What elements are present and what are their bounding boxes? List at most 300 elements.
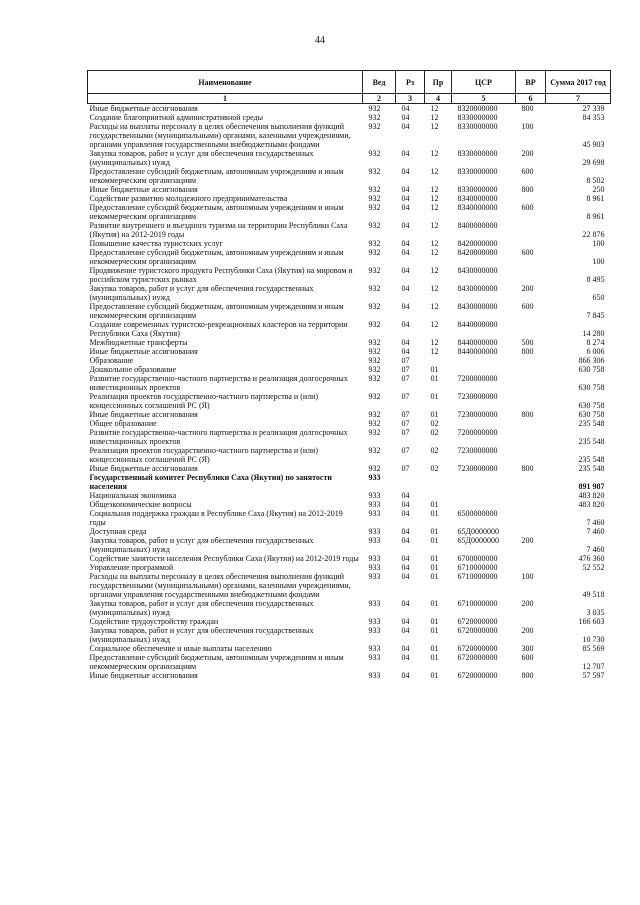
cell-csr: 8330000000 (457, 185, 498, 194)
header-sum: Сумма 2017 год (546, 71, 611, 94)
table-row (88, 194, 611, 203)
cell-name: Образование (89, 356, 134, 365)
cell-rz: 07 (401, 419, 410, 428)
cell-vr: 800 (521, 410, 534, 419)
cell-rz: 04 (401, 572, 410, 581)
cell-ved: 932 (368, 392, 381, 401)
cell-ved: 932 (368, 347, 381, 356)
table-row (88, 284, 611, 302)
cell-sum: 85 569 (582, 644, 605, 653)
cell-name: Расходы на выплаты персоналу в целях обеспечения выполнения функций государственными (муниципальными) органами, казенными учреждениями, органами управления государственными внебюджетными фондами (89, 122, 351, 149)
cell-name: Развитие государственно-частного партнерства и реализация долгосрочных инвестиционных проектов (89, 428, 348, 446)
cell-ved: 932 (368, 203, 381, 212)
cell-ved: 933 (368, 554, 381, 563)
table-row (88, 221, 611, 239)
cell-csr (452, 500, 516, 509)
cell-ved: 932 (368, 302, 381, 311)
cell-rz: 04 (401, 221, 410, 230)
cell-ved: 933 (368, 491, 381, 500)
column-number: 6 (516, 94, 546, 104)
cell-ved: 933 (368, 473, 381, 482)
cell-sum: 14 280 (582, 329, 605, 338)
cell-pr: 01 (430, 572, 439, 581)
cell-rz: 04 (401, 302, 410, 311)
cell-vr: 200 (521, 599, 534, 608)
cell-sum: 57 597 (582, 671, 605, 680)
cell-ved: 932 (368, 428, 381, 437)
table-row (88, 428, 611, 446)
cell-pr: 01 (430, 599, 439, 608)
cell-name: Закупка товаров, работ и услуг для обеспечения государственных (муниципальных) нужд (89, 536, 314, 554)
cell-csr: 6500000000 (457, 509, 498, 518)
cell-ved: 933 (368, 563, 381, 572)
cell-vr (516, 239, 546, 248)
cell-csr: 8330000000 (457, 122, 498, 131)
cell-vr (516, 419, 546, 428)
cell-vr (516, 374, 546, 392)
cell-name: Продвижение туристского продукта Республики Саха (Якутия) на мировом и российском туристских рынках (89, 266, 353, 284)
cell-vr (516, 554, 546, 563)
cell-pr: 12 (430, 266, 439, 275)
cell-pr (425, 491, 452, 500)
cell-vr (516, 194, 546, 203)
cell-name: Содействие трудоустройству граждан (89, 617, 219, 626)
cell-pr: 01 (430, 671, 439, 680)
cell-ved: 932 (368, 266, 381, 275)
cell-pr: 12 (430, 113, 439, 122)
cell-sum: 8 961 (586, 212, 605, 221)
table-row (88, 653, 611, 671)
table-row (88, 644, 611, 653)
cell-rz: 04 (401, 194, 410, 203)
cell-ved: 932 (368, 284, 381, 293)
cell-ved: 932 (368, 167, 381, 176)
cell-rz: 04 (401, 644, 410, 653)
cell-pr: 12 (430, 203, 439, 212)
cell-sum: 235 548 (578, 419, 605, 428)
cell-sum: 483 820 (578, 500, 605, 509)
table-row (88, 167, 611, 185)
cell-name: Иные бюджетные ассигнования (89, 347, 198, 356)
cell-name: Развитие внутреннего и въездного туризма на территории Республики Саха (Якутия) на 2012-2019 годы (89, 221, 348, 239)
cell-vr (516, 266, 546, 284)
cell-pr: 12 (430, 149, 439, 158)
cell-ved: 932 (368, 239, 381, 248)
cell-rz: 04 (401, 500, 410, 509)
cell-ved: 932 (368, 464, 381, 473)
cell-pr: 12 (430, 122, 439, 131)
cell-csr: 6720000000 (457, 653, 498, 662)
cell-csr: 8430000000 (457, 284, 498, 293)
cell-ved: 932 (368, 410, 381, 419)
cell-name: Социальное обеспечение и иные выплаты населению (89, 644, 272, 653)
cell-sum: 52 552 (582, 563, 605, 572)
cell-name: Иные бюджетные ассигнования (89, 464, 198, 473)
cell-name: Создание благоприятной административной среды (89, 113, 263, 122)
cell-ved: 932 (368, 104, 381, 113)
cell-name: Управление программой (89, 563, 174, 572)
cell-vr: 800 (521, 671, 534, 680)
cell-ved: 933 (368, 626, 381, 635)
cell-vr: 200 (521, 284, 534, 293)
cell-csr: 8340000000 (457, 194, 498, 203)
cell-csr: 7230000000 (457, 410, 498, 419)
column-number-row (88, 94, 611, 104)
cell-rz: 07 (401, 392, 410, 401)
cell-rz: 04 (401, 626, 410, 635)
cell-csr: 7230000000 (457, 446, 498, 455)
table-row (88, 185, 611, 194)
cell-csr: 8440000000 (457, 320, 498, 329)
table-row (88, 473, 611, 491)
cell-pr: 12 (430, 221, 439, 230)
cell-sum: 84 353 (582, 113, 605, 122)
cell-rz: 04 (401, 266, 410, 275)
cell-rz: 04 (401, 527, 410, 536)
cell-csr: 6710000000 (457, 563, 498, 572)
cell-name: Расходы на выплаты персоналу в целях обеспечения выполнения функций государственными (муниципальными) органами, казенными учреждениями, органами управления государственными внебюджетными фондами (89, 572, 351, 599)
cell-vr (516, 563, 546, 572)
header-rz: Рз (396, 71, 425, 94)
cell-pr: 02 (430, 464, 439, 473)
cell-name: Межбюджетные трансферты (89, 338, 188, 347)
cell-ved: 933 (368, 572, 381, 581)
table-row (88, 626, 611, 644)
cell-csr: 8330000000 (457, 113, 498, 122)
cell-vr: 200 (521, 536, 534, 545)
cell-sum: 7 460 (586, 545, 605, 554)
cell-sum: 22 876 (582, 230, 605, 239)
cell-name: Государственный комитет Республики Саха (Якутия) по занятости населения (89, 473, 332, 491)
cell-vr (516, 356, 546, 365)
page-number: 44 (315, 35, 325, 46)
cell-ved: 933 (368, 527, 381, 536)
table-row (88, 266, 611, 284)
table-row (88, 347, 611, 356)
cell-sum: 29 698 (582, 158, 605, 167)
cell-vr: 500 (521, 338, 534, 347)
cell-ved: 932 (368, 356, 381, 365)
cell-name: Предоставление субсидий бюджетным, автономным учреждениям и иным некоммерческим организациям (89, 248, 344, 266)
cell-ved: 932 (368, 374, 381, 383)
cell-pr: 01 (430, 653, 439, 662)
cell-csr: 8340000000 (457, 203, 498, 212)
cell-rz: 04 (401, 536, 410, 545)
cell-rz: 04 (401, 104, 410, 113)
cell-ved: 932 (368, 320, 381, 329)
cell-vr: 300 (521, 644, 534, 653)
cell-vr: 200 (521, 149, 534, 158)
cell-rz: 04 (401, 563, 410, 572)
cell-rz: 04 (401, 347, 410, 356)
cell-name: Дошкольное образование (89, 365, 177, 374)
cell-ved: 932 (368, 122, 381, 131)
table-row (88, 419, 611, 428)
cell-name: Закупка товаров, работ и услуг для обеспечения государственных (муниципальных) нужд (89, 149, 314, 167)
column-number: 7 (546, 94, 611, 104)
cell-sum: 166 603 (578, 617, 605, 626)
cell-rz: 07 (401, 365, 410, 374)
cell-ved: 932 (368, 221, 381, 230)
cell-ved: 932 (368, 248, 381, 257)
cell-pr: 01 (430, 527, 439, 536)
cell-pr: 12 (430, 320, 439, 329)
cell-rz: 07 (401, 446, 410, 455)
cell-sum: 630 758 (578, 365, 605, 374)
cell-csr: 8420000000 (457, 239, 498, 248)
cell-sum: 100 (592, 257, 605, 266)
column-number: 4 (425, 94, 452, 104)
table-row (88, 104, 611, 114)
cell-sum: 12 707 (582, 662, 605, 671)
cell-pr: 01 (430, 500, 439, 509)
table-row (88, 509, 611, 527)
header-vr: ВР (516, 71, 546, 94)
cell-vr: 600 (521, 167, 534, 176)
cell-ved: 932 (368, 365, 381, 374)
cell-csr: 8430000000 (457, 266, 498, 275)
header-ved: Вед (363, 71, 396, 94)
cell-csr: 65Д0000000 (457, 536, 499, 545)
table-row (88, 320, 611, 338)
cell-rz: 04 (401, 671, 410, 680)
table-row (88, 446, 611, 464)
cell-pr: 01 (430, 563, 439, 572)
cell-pr (425, 473, 452, 491)
cell-rz: 04 (401, 284, 410, 293)
cell-vr (516, 491, 546, 500)
cell-pr (425, 356, 452, 365)
cell-vr (516, 509, 546, 527)
cell-csr: 6720000000 (457, 617, 498, 626)
column-number: 5 (452, 94, 516, 104)
cell-csr (452, 365, 516, 374)
cell-vr: 800 (521, 464, 534, 473)
cell-rz: 07 (401, 410, 410, 419)
cell-rz: 04 (401, 491, 410, 500)
header-name: Наименование (88, 71, 363, 94)
cell-pr: 12 (430, 248, 439, 257)
cell-csr: 6710000000 (457, 572, 498, 581)
cell-rz: 04 (401, 203, 410, 212)
cell-sum: 250 (592, 185, 605, 194)
cell-name: Иные бюджетные ассигнования (89, 410, 198, 419)
cell-pr: 12 (430, 338, 439, 347)
table-row (88, 464, 611, 473)
cell-name: Иные бюджетные ассигнования (89, 185, 198, 194)
cell-sum: 483 820 (578, 491, 605, 500)
cell-vr (516, 365, 546, 374)
cell-vr: 600 (521, 653, 534, 662)
cell-rz: 07 (401, 374, 410, 383)
cell-csr: 8430000000 (457, 302, 498, 311)
cell-csr: 6710000000 (457, 599, 498, 608)
cell-csr (452, 419, 516, 428)
table-row (88, 491, 611, 500)
cell-vr (516, 221, 546, 239)
cell-csr: 8420000000 (457, 248, 498, 257)
cell-vr: 800 (521, 347, 534, 356)
cell-rz: 04 (401, 185, 410, 194)
cell-name: Предоставление субсидий бюджетным, автономным учреждениям и иным некоммерческим организациям (89, 167, 344, 185)
table-row (88, 500, 611, 509)
cell-sum: 49 518 (582, 590, 605, 599)
cell-csr: 7230000000 (457, 392, 498, 401)
cell-name: Создание современных туристско-рекреационных кластеров на территории Республики Саха (Якутия) (89, 320, 348, 338)
cell-pr: 12 (430, 347, 439, 356)
cell-ved: 932 (368, 113, 381, 122)
cell-csr: 6720000000 (457, 671, 498, 680)
cell-vr (516, 428, 546, 446)
cell-rz: 04 (401, 617, 410, 626)
table-row (88, 365, 611, 374)
table-row (88, 527, 611, 536)
cell-csr: 6700000000 (457, 554, 498, 563)
cell-ved: 933 (368, 653, 381, 662)
table-header (88, 71, 611, 104)
cell-ved: 933 (368, 599, 381, 608)
table-row (88, 617, 611, 626)
cell-sum: 6 006 (586, 347, 605, 356)
cell-vr: 100 (521, 122, 534, 131)
cell-sum: 100 (592, 239, 605, 248)
cell-rz: 04 (401, 113, 410, 122)
cell-pr: 01 (430, 509, 439, 518)
cell-sum: 45 903 (582, 140, 605, 149)
cell-sum: 476 360 (578, 554, 605, 563)
cell-sum: 650 (592, 293, 605, 302)
cell-csr: 8440000000 (457, 338, 498, 347)
cell-pr: 01 (430, 374, 439, 383)
cell-csr: 7200000000 (457, 428, 498, 437)
cell-vr (516, 320, 546, 338)
cell-csr: 8330000000 (457, 149, 498, 158)
cell-csr: 8400000000 (457, 221, 498, 230)
table-row (88, 338, 611, 347)
cell-rz: 04 (401, 149, 410, 158)
cell-name: Предоставление субсидий бюджетным, автономным учреждениям и иным некоммерческим организациям (89, 653, 344, 671)
cell-sum: 7 460 (586, 527, 605, 536)
cell-csr: 7230000000 (457, 464, 498, 473)
table-body (88, 104, 611, 681)
cell-name: Реализация проектов государственно-частного партнерства и (или) концессионных соглашений РС (Я) (89, 392, 319, 410)
cell-sum: 10 730 (582, 635, 605, 644)
cell-rz: 04 (401, 554, 410, 563)
cell-rz: 04 (401, 248, 410, 257)
cell-vr: 600 (521, 203, 534, 212)
table-row (88, 599, 611, 617)
cell-name: Развитие государственно-частного партнерства и реализация долгосрочных инвестиционных проектов (89, 374, 348, 392)
cell-csr (452, 473, 516, 491)
cell-pr: 01 (430, 626, 439, 635)
cell-ved: 933 (368, 536, 381, 545)
cell-rz: 04 (401, 167, 410, 176)
cell-name: Национальная экономика (89, 491, 177, 500)
cell-ved: 933 (368, 509, 381, 518)
cell-ved: 933 (368, 644, 381, 653)
table-row (88, 356, 611, 365)
cell-name: Общеэкономические вопросы (89, 500, 192, 509)
table-row (88, 563, 611, 572)
cell-csr: 8330000000 (457, 167, 498, 176)
cell-sum: 891 987 (578, 482, 605, 491)
cell-pr: 12 (430, 284, 439, 293)
column-number: 3 (396, 94, 425, 104)
cell-vr (516, 113, 546, 122)
cell-rz: 07 (401, 428, 410, 437)
cell-csr (452, 491, 516, 500)
cell-pr: 02 (430, 446, 439, 455)
cell-sum: 8 495 (586, 275, 605, 284)
cell-pr: 01 (430, 644, 439, 653)
cell-pr: 02 (430, 419, 439, 428)
cell-csr: 65Д0000000 (457, 527, 499, 536)
table-row (88, 572, 611, 599)
cell-ved: 933 (368, 617, 381, 626)
cell-csr: 8320000000 (457, 104, 498, 113)
cell-rz: 04 (401, 653, 410, 662)
cell-vr (516, 617, 546, 626)
cell-name: Общее образование (89, 419, 157, 428)
cell-name: Содействие развитию молодежного предпринимательства (89, 194, 288, 203)
cell-sum: 630 758 (578, 410, 605, 419)
cell-vr: 600 (521, 302, 534, 311)
cell-name: Предоставление субсидий бюджетным, автономным учреждениям и иным некоммерческим организациям (89, 203, 344, 221)
cell-sum: 8 502 (586, 176, 605, 185)
cell-name: Повышение качества туристских услуг (89, 239, 223, 248)
cell-rz: 04 (401, 599, 410, 608)
column-number: 2 (363, 94, 396, 104)
cell-csr: 8440000000 (457, 347, 498, 356)
cell-ved: 932 (368, 185, 381, 194)
cell-pr: 01 (430, 554, 439, 563)
table-row (88, 302, 611, 320)
cell-name: Социальная поддержка граждан в Республике Саха (Якутия) на 2012-2019 годы (89, 509, 343, 527)
cell-sum: 27 339 (582, 104, 605, 113)
cell-ved: 932 (368, 446, 381, 455)
cell-ved: 932 (368, 419, 381, 428)
table-row (88, 122, 611, 149)
cell-name: Предоставление субсидий бюджетным, автономным учреждениям и иным некоммерческим организациям (89, 302, 344, 320)
cell-vr: 100 (521, 572, 534, 581)
cell-ved: 933 (368, 500, 381, 509)
cell-pr: 12 (430, 302, 439, 311)
table-row (88, 536, 611, 554)
table-row (88, 374, 611, 392)
header-csr: ЦСР (452, 71, 516, 94)
cell-sum: 630 758 (578, 383, 605, 392)
cell-rz: 04 (401, 122, 410, 131)
cell-rz: 07 (401, 464, 410, 473)
cell-pr: 01 (430, 536, 439, 545)
cell-ved: 933 (368, 671, 381, 680)
cell-rz: 04 (401, 320, 410, 329)
cell-vr (516, 446, 546, 464)
cell-sum: 866 306 (578, 356, 605, 365)
cell-sum: 7 460 (586, 518, 605, 527)
cell-sum: 8 961 (586, 194, 605, 203)
cell-rz: 07 (401, 356, 410, 365)
table-row (88, 554, 611, 563)
cell-pr: 12 (430, 239, 439, 248)
cell-sum: 3 035 (586, 608, 605, 617)
cell-pr: 02 (430, 428, 439, 437)
cell-ved: 932 (368, 194, 381, 203)
cell-pr: 01 (430, 392, 439, 401)
cell-vr: 800 (521, 185, 534, 194)
cell-rz (396, 473, 425, 491)
cell-pr: 12 (430, 185, 439, 194)
